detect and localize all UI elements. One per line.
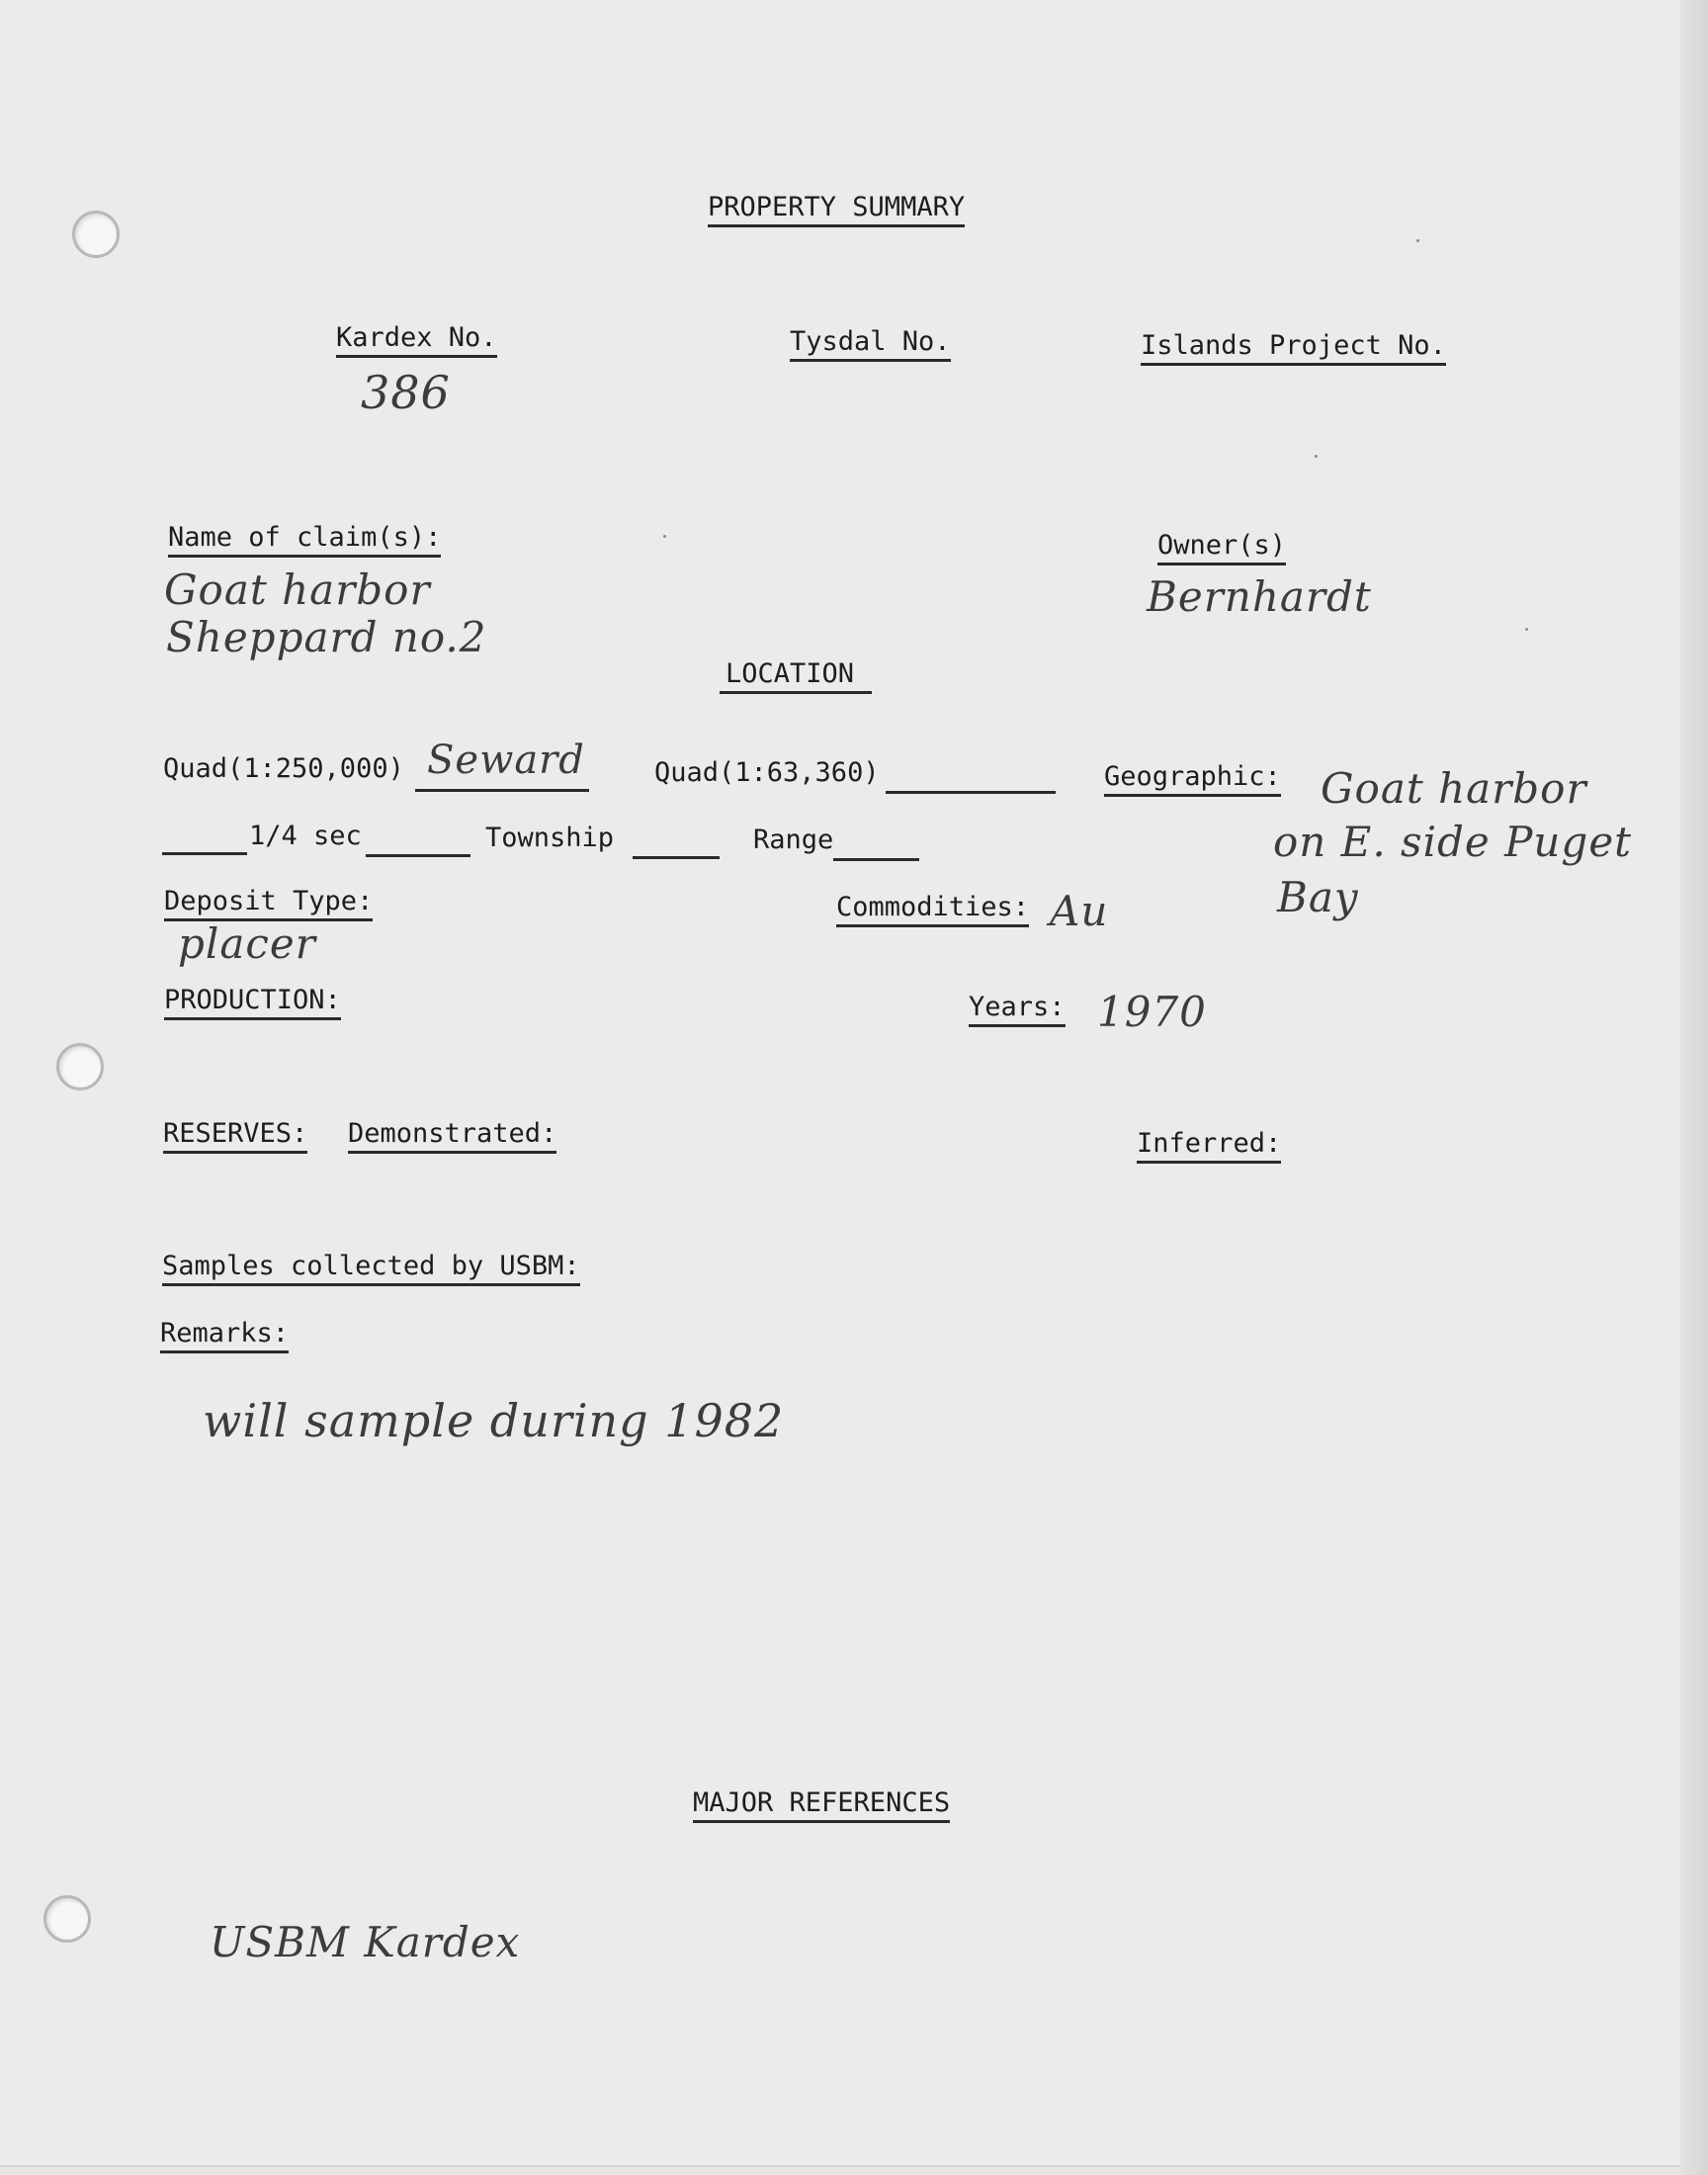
punch-hole bbox=[43, 1895, 91, 1943]
quarter-section-label: 1/4 sec bbox=[249, 821, 362, 851]
quad-63360-label: Quad(1:63,360) bbox=[654, 757, 880, 788]
major-references-heading: MAJOR REFERENCES bbox=[693, 1789, 950, 1823]
claim-name-label: Name of claim(s): bbox=[168, 524, 441, 558]
range-line bbox=[833, 858, 919, 861]
punch-hole bbox=[72, 211, 120, 258]
geographic-line1: Goat harbor bbox=[1321, 764, 1587, 813]
tysdal-label: Tysdal No. bbox=[790, 328, 951, 362]
owner-value: Bernhardt bbox=[1147, 572, 1372, 621]
geographic-label: Geographic: bbox=[1104, 763, 1281, 797]
punch-hole bbox=[56, 1043, 104, 1090]
demonstrated-label: Demonstrated: bbox=[348, 1120, 556, 1154]
deposit-type-label: Deposit Type: bbox=[164, 888, 373, 921]
claim-name-line2: Sheppard no.2 bbox=[166, 613, 487, 661]
geographic-line2: on E. side Puget bbox=[1273, 818, 1633, 866]
document-title: PROPERTY SUMMARY bbox=[708, 194, 965, 227]
commodities-label: Commodities: bbox=[836, 894, 1029, 927]
islands-project-label: Islands Project No. bbox=[1141, 332, 1446, 366]
quad-250000-label: Quad(1:250,000) bbox=[163, 753, 404, 784]
samples-label: Samples collected by USBM: bbox=[162, 1253, 580, 1286]
quad-63360-line bbox=[886, 791, 1056, 794]
claim-name-line1: Goat harbor bbox=[164, 566, 431, 614]
paper-speck bbox=[1525, 628, 1528, 631]
reserves-label: RESERVES: bbox=[163, 1120, 307, 1154]
paper-speck bbox=[1315, 455, 1318, 458]
remarks-value: will sample during 1982 bbox=[203, 1394, 785, 1447]
section-line bbox=[366, 854, 470, 857]
production-label: PRODUCTION: bbox=[164, 987, 341, 1020]
deposit-type-value: placer bbox=[178, 919, 316, 968]
quarter-line bbox=[162, 852, 247, 855]
paper-speck bbox=[663, 535, 666, 538]
years-value: 1970 bbox=[1097, 988, 1207, 1036]
owner-label: Owner(s) bbox=[1157, 532, 1286, 566]
quad-250000-value: Seward bbox=[427, 738, 585, 783]
range-label: Range bbox=[753, 825, 834, 855]
quad-250000-line bbox=[415, 789, 589, 792]
years-label: Years: bbox=[969, 994, 1066, 1027]
inferred-label: Inferred: bbox=[1137, 1130, 1281, 1164]
kardex-label: Kardex No. bbox=[336, 324, 497, 358]
paper-speck bbox=[1416, 239, 1419, 242]
page-edge-shadow bbox=[1680, 0, 1708, 2175]
commodities-value: Au bbox=[1050, 887, 1109, 935]
township-line bbox=[633, 856, 720, 859]
kardex-value: 386 bbox=[361, 366, 451, 419]
remarks-label: Remarks: bbox=[160, 1320, 289, 1353]
geographic-line3: Bay bbox=[1277, 873, 1359, 921]
location-heading: LOCATION bbox=[720, 660, 872, 694]
reference-value: USBM Kardex bbox=[210, 1918, 521, 1966]
township-label: Township bbox=[485, 823, 615, 853]
